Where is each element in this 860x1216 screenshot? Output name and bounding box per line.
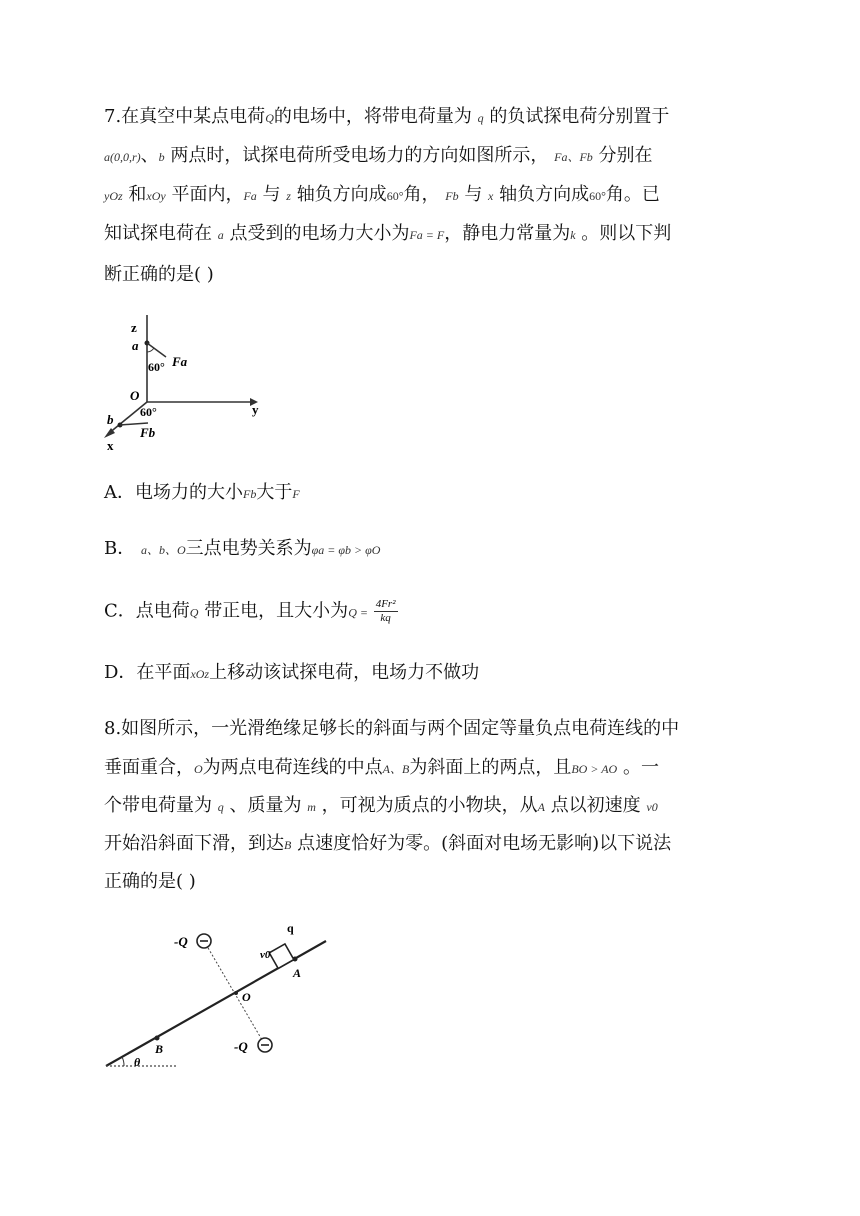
- math-Fa-Fb: Fa、Fb: [554, 150, 593, 164]
- fraction: [374, 598, 398, 625]
- q7-text: 。则以下判: [581, 223, 672, 244]
- math-points: a、b、O: [140, 543, 186, 557]
- q7-text: 角，: [403, 184, 440, 205]
- q8-text: 。一: [622, 757, 659, 778]
- q8-figure: [100, 920, 340, 1075]
- q7-text: 断正确的是( ): [104, 264, 214, 285]
- math-potential-relation: φa = φb > φO: [311, 543, 381, 557]
- math-m: m: [307, 800, 316, 814]
- math-xOy: xOy: [146, 189, 166, 203]
- math-60deg: 60°: [386, 189, 404, 203]
- q7-text: 、: [140, 145, 159, 166]
- q8-line-4: [104, 831, 671, 858]
- q7-text: 轴负方向成: [296, 184, 387, 205]
- q8-line-5: [104, 869, 196, 895]
- math-z: z: [286, 189, 291, 203]
- math-Fb: Fb: [445, 189, 459, 203]
- q7-text: ，静电力常量为: [444, 223, 571, 244]
- label-theta: θ: [134, 1055, 141, 1069]
- point-O: [234, 991, 238, 995]
- label-negQ-top: -Q: [174, 934, 188, 949]
- q8-line-2: [104, 755, 659, 782]
- q7-option-d: [104, 660, 479, 687]
- label-a: a: [132, 338, 139, 353]
- option-text: 带正电，且大小为: [204, 600, 349, 622]
- q8-line-3: [104, 793, 658, 820]
- q7-text: 7.在真空中某点电荷: [104, 106, 266, 127]
- label-O: O: [130, 388, 140, 403]
- q8-text: 点以初速度: [550, 795, 641, 816]
- label-v0: v0: [260, 949, 271, 961]
- q8-text: 点速度恰好为零。(斜面对电场无影响)以下说法: [297, 833, 672, 854]
- math-x: x: [488, 189, 494, 203]
- math-Fa: Fa: [243, 189, 257, 203]
- label-b: b: [107, 412, 114, 427]
- math-A: A: [537, 800, 545, 814]
- q8-text: 开始沿斜面下滑，到达: [104, 833, 284, 854]
- q8-text: 为两点电荷连线的中点: [202, 757, 383, 778]
- option-text: 大于: [256, 482, 293, 503]
- q8-text: 为斜面上的两点，且: [409, 757, 572, 778]
- label-q: q: [287, 921, 294, 935]
- fraction-numerator: 4Fr²: [375, 598, 396, 610]
- q7-option-a: [104, 480, 300, 507]
- option-text: 三点电势关系为: [185, 538, 312, 559]
- point-B: [155, 1036, 160, 1041]
- math-Q: Q: [265, 111, 274, 125]
- label-Fa: Fa: [172, 354, 188, 369]
- q8-text: ，可视为质点的小物块，从: [321, 795, 538, 816]
- math-v0: v0: [646, 800, 658, 814]
- q7-line-4: [104, 221, 671, 248]
- q7-text: 平面内，: [171, 184, 244, 205]
- math-Fa-eq: Fa = F: [409, 228, 445, 242]
- math-Q: Q: [189, 605, 199, 620]
- math-q: q: [477, 111, 484, 125]
- q7-text: 的电场中，将带电荷量为: [273, 106, 472, 127]
- math-O: O: [194, 762, 203, 776]
- math-k: k: [570, 228, 576, 242]
- math-b: b: [158, 150, 165, 164]
- theta-arc: [122, 1057, 124, 1066]
- q7-option-b: [104, 536, 380, 563]
- math-60deg: 60°: [589, 189, 606, 203]
- q7-text: 的负试探电荷分别置于: [489, 106, 670, 127]
- q7-line-3: [104, 182, 660, 209]
- math-Fb: Fb: [243, 487, 257, 501]
- q7-text: 角。已: [605, 184, 660, 205]
- label-60-a: 60°: [148, 360, 165, 374]
- label-Fb: Fb: [140, 425, 156, 440]
- q7-option-c: [104, 598, 398, 626]
- option-text: C．点电荷: [104, 600, 190, 622]
- option-text: A．电场力的大小: [104, 482, 243, 503]
- option-text: 上移动该试探电荷，电场力不做功: [209, 662, 480, 683]
- math-Q-eq: Q =: [348, 605, 368, 620]
- label-y: y: [252, 402, 259, 417]
- q8-text: 8.如图所示，一光滑绝缘足够长的斜面与两个固定等量负点电荷连线的中: [104, 718, 680, 739]
- q7-figure: [100, 310, 270, 455]
- label-60-b: 60°: [140, 405, 157, 419]
- math-F: F: [292, 487, 300, 501]
- q7-text: 与: [464, 184, 483, 205]
- math-a-coord: a(0,0,r): [104, 150, 141, 164]
- q7-line-1: [104, 104, 669, 131]
- label-A: A: [293, 966, 302, 980]
- math-xOz: xOz: [190, 667, 210, 681]
- angle-arc-a: [147, 348, 154, 352]
- label-z: z: [131, 320, 137, 335]
- math-yOz: yOz: [104, 189, 123, 203]
- option-text: B．: [104, 538, 136, 559]
- small-block: [269, 944, 294, 969]
- q8-text: 、质量为: [229, 795, 302, 816]
- q7-text: 分别在: [598, 145, 653, 166]
- label-O: O: [242, 990, 251, 1004]
- q7-text: 轴负方向成: [499, 184, 590, 205]
- q7-text: 知试探电荷在: [104, 223, 212, 244]
- math-q: q: [217, 800, 224, 814]
- fraction-denominator: kq: [380, 612, 391, 624]
- label-x: x: [107, 438, 114, 453]
- math-AB: A、B: [382, 762, 410, 776]
- q7-line-5: [104, 262, 214, 288]
- q7-text: 与: [262, 184, 281, 205]
- q7-line-2: [104, 143, 653, 170]
- option-text: D．在平面: [104, 662, 191, 683]
- force-Fa: [147, 343, 166, 357]
- label-B: B: [155, 1042, 164, 1056]
- math-a: a: [217, 228, 224, 242]
- q7-text: 和: [128, 184, 147, 205]
- q8-text: 垂面重合，: [104, 757, 194, 778]
- label-negQ-bottom: -Q: [234, 1039, 248, 1054]
- q7-text: 点受到的电场力大小为: [229, 223, 410, 244]
- q7-text: 两点时，试探电荷所受电场力的方向如图所示，: [170, 145, 549, 166]
- math-BO-AO: BO > AO: [571, 762, 618, 776]
- q8-text: 个带电荷量为: [104, 795, 212, 816]
- q8-line-1: [104, 716, 679, 742]
- math-B: B: [284, 838, 292, 852]
- q8-text: 正确的是( ): [104, 871, 196, 892]
